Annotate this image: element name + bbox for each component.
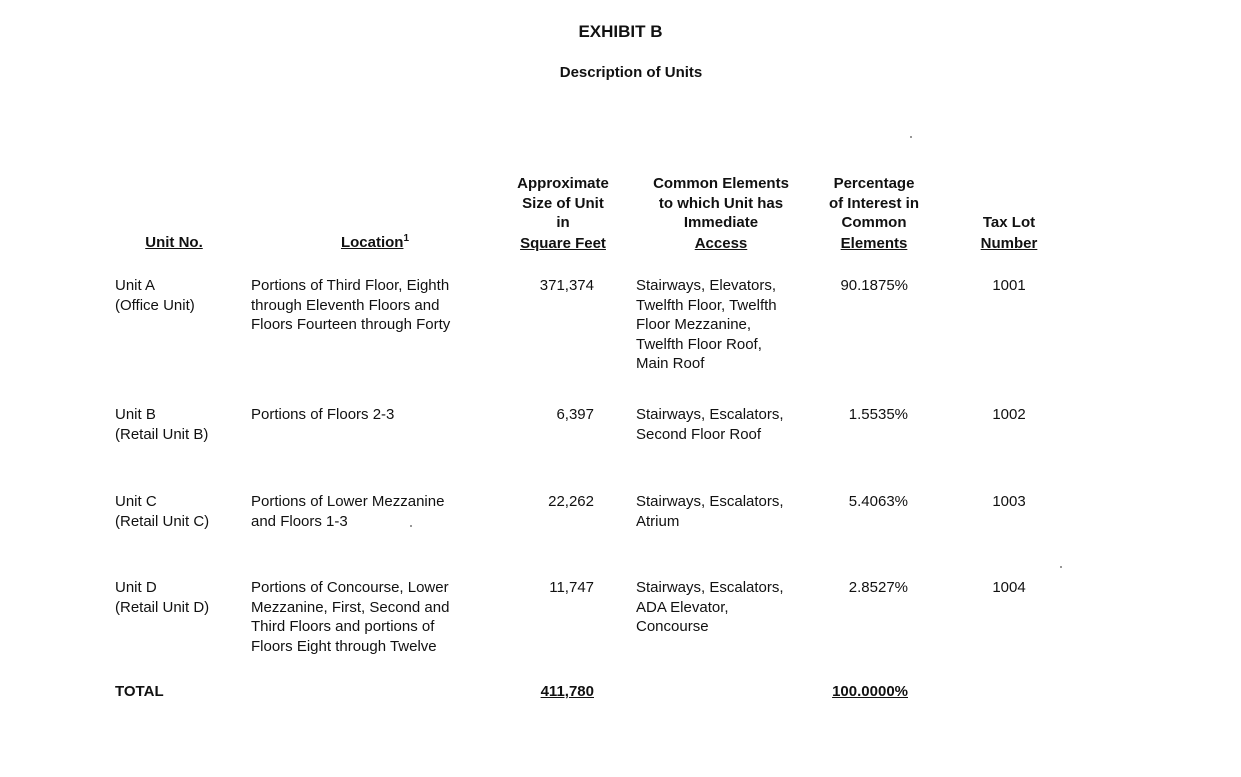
table-row-common-cell — [636, 405, 803, 444]
unit-percentage: 1.5535% — [848, 406, 908, 423]
header-pct-line1: Percentage — [833, 175, 915, 192]
header-location-text: Location — [340, 234, 404, 251]
header-unit-no — [135, 233, 213, 253]
scan-speck — [910, 136, 912, 138]
unit-size: 22,262 — [548, 493, 594, 510]
total-size: 411,780 — [540, 683, 594, 700]
unit-description: (Retail Unit D) — [115, 598, 210, 616]
table-row-unit-cell — [115, 578, 245, 617]
unit-percentage: 2.8527% — [848, 579, 908, 596]
header-unit-no-text: Unit No. — [145, 234, 203, 251]
common-line: Stairways, Escalators, — [636, 406, 784, 423]
common-line: Stairways, Escalators, — [636, 493, 784, 510]
unit-percentage: 5.4063% — [848, 493, 908, 510]
header-common-line1: Common Elements — [653, 175, 789, 192]
location-line: Third Floors and portions of — [251, 618, 435, 635]
location-line: Portions of Third Floor, Eighth — [251, 277, 450, 294]
location-line: Floors Eight through Twelve — [251, 637, 437, 655]
unit-tax-lot: 1003 — [992, 493, 1026, 510]
location-line: Portions of Concourse, Lower — [251, 579, 449, 596]
common-line: Main Roof — [636, 355, 705, 372]
header-common-line3: Immediate — [683, 214, 759, 231]
header-pct-line3: Common — [841, 214, 907, 231]
table-row-location-cell — [251, 405, 490, 425]
table-row-location-cell — [251, 276, 490, 335]
unit-description: (Retail Unit C) — [115, 512, 210, 530]
header-tax-line2: Number — [980, 234, 1038, 252]
header-percentage — [812, 174, 936, 253]
location-line: Portions of Lower Mezzanine — [251, 493, 445, 510]
location-line: and Floors 1-3 — [251, 512, 348, 530]
unit-size: 371,374 — [539, 277, 594, 294]
common-line: Twelfth Floor Roof, — [636, 335, 762, 353]
common-line: Atrium — [636, 512, 680, 530]
location-line: Floors Fourteen through Forty — [251, 316, 451, 333]
unit-tax-lot: 1004 — [992, 579, 1026, 596]
header-pct-line4: Elements — [840, 234, 908, 252]
header-pct-line2: of Interest in — [828, 194, 919, 212]
header-size-line2: Size of Unit — [522, 194, 604, 212]
location-line: Mezzanine, First, Second and — [251, 598, 450, 616]
header-size — [500, 174, 626, 253]
exhibit-subtitle: Description of Units — [559, 64, 703, 81]
common-line: Twelfth Floor, Twelfth — [636, 296, 777, 314]
location-footnote-marker: 1 — [403, 233, 410, 244]
table-row-location-cell — [251, 578, 490, 656]
unit-number: Unit A — [115, 277, 156, 294]
location-line: through Eleventh Floors and — [251, 296, 440, 314]
unit-description: (Office Unit) — [115, 296, 195, 314]
header-common-line2: to which Unit has — [658, 194, 784, 212]
common-line: Floor Mezzanine, — [636, 316, 752, 333]
header-tax-lot — [960, 213, 1058, 253]
header-tax-line1: Tax Lot — [982, 214, 1036, 231]
header-location — [320, 233, 430, 253]
table-row-unit-cell — [115, 405, 245, 444]
unit-number: Unit B — [115, 406, 156, 423]
total-label: TOTAL — [115, 683, 164, 700]
location-line: Portions of Floors 2-3 — [251, 406, 395, 423]
header-size-line3: in — [556, 214, 570, 231]
table-row-common-cell — [636, 492, 803, 531]
header-common-elements — [634, 174, 808, 253]
common-line: ADA Elevator, — [636, 598, 729, 616]
common-line: Second Floor Roof — [636, 425, 762, 443]
header-size-line1: Approximate — [517, 175, 609, 192]
table-row-common-cell — [636, 578, 803, 637]
table-row-common-cell — [636, 276, 803, 374]
unit-percentage: 90.1875% — [840, 277, 908, 294]
table-row-location-cell — [251, 492, 490, 531]
common-line: Concourse — [636, 618, 709, 635]
scan-speck — [1060, 566, 1062, 568]
unit-tax-lot: 1001 — [992, 277, 1026, 294]
unit-number: Unit C — [115, 493, 157, 510]
unit-tax-lot: 1002 — [992, 406, 1026, 423]
common-line: Stairways, Elevators, — [636, 277, 777, 294]
scan-speck — [410, 525, 412, 527]
unit-description: (Retail Unit B) — [115, 425, 209, 443]
common-line: Stairways, Escalators, — [636, 579, 784, 596]
unit-size: 6,397 — [556, 406, 594, 423]
exhibit-title: EXHIBIT B — [578, 22, 663, 41]
unit-size: 11,747 — [549, 579, 594, 596]
total-percentage: 100.0000% — [832, 683, 908, 700]
table-row-unit-cell — [115, 492, 245, 531]
header-size-line4: Square Feet — [520, 234, 606, 252]
header-common-line4: Access — [694, 234, 748, 252]
unit-number: Unit D — [115, 579, 157, 596]
table-row-unit-cell — [115, 276, 245, 315]
